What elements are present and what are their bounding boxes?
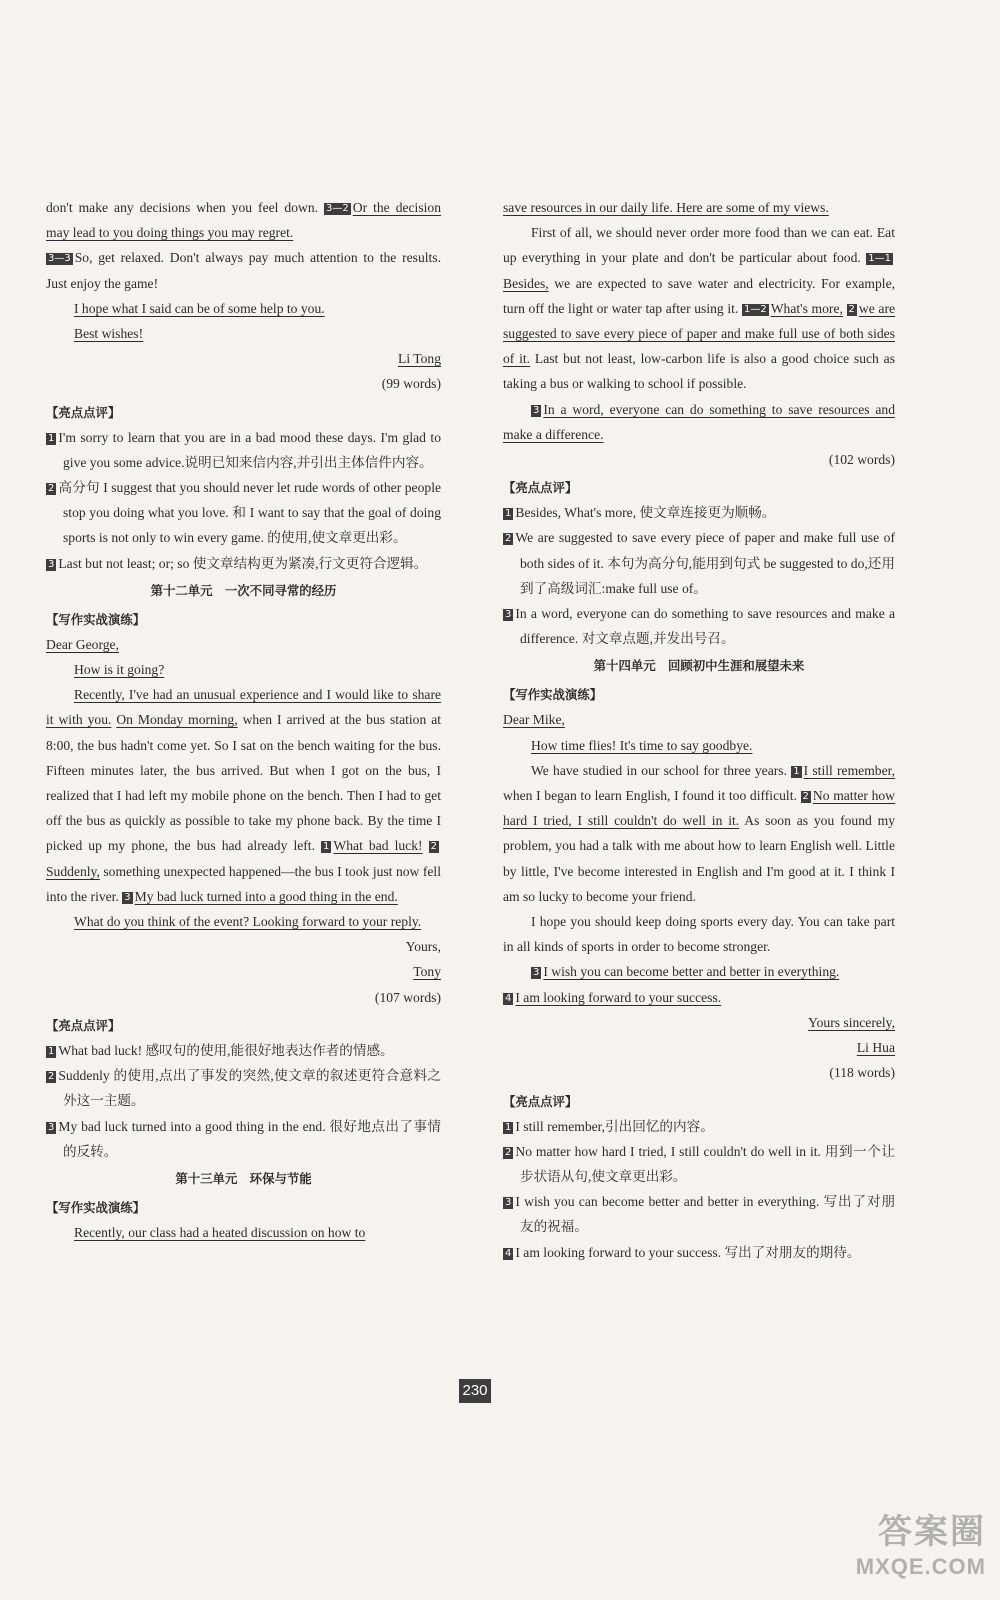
- letter-14-body: We have studied in our school for three years. 1 I still remember, when I began to learn English, I found it too difficult. 2 No matter how hard I tried, I still couldn't do well in it. As soon as you found my problem, you had a talk with me about how to learn English well. Little by little, I've become interested in English and I'm good at it. I think I am so lucky to become your friend.: [503, 762, 895, 904]
- letter-14-forward: 4 I am looking forward to your success.: [505, 989, 722, 1005]
- word-count: (107 words): [374, 989, 441, 1005]
- review-item: 2 Suddenly 的使用,点出了事发的突然,使文章的叙述更符合意料之外这一主题。: [48, 1068, 441, 1109]
- review-item: 2 We are suggested to save every piece of paper and make full use of both sides of it. 本句为高分句,能用到句式 be suggested to do,还用到了高级词汇:make full use of。: [505, 530, 895, 596]
- section-heading-review: 【亮点点评】: [503, 480, 578, 496]
- letter-12-salutation: Dear George,: [46, 636, 119, 652]
- marker-badge: 3—3: [48, 253, 71, 265]
- letter-12-body: Recently, I've had an unusual experience and I would like to share it with you. On Monday morning, when I arrived at the bus station at 8:00, the bus hadn't come yet. So I sat on the bench waiting for the bus. Fifteen minutes later, the bus arrived. But when I got on the bus, I realized that I had left my mobile phone on the bench. Then I had to get off the bus as quickly as possible to take my phone back. By the time I picked up my phone, the bus had already left. 1 What bad luck! 2Suddenly, something unexpected happened—the bus I took just now fell into the river. 3 My bad luck turned into a good thing in the end.: [46, 687, 442, 904]
- letter-11-continuation: [46, 195, 441, 245]
- right-column: [503, 195, 895, 1265]
- text-segment: don't make any decisions when you feel down.: [46, 200, 319, 215]
- underlined-phrase: Or the decision may lead to you doing things you may regret.: [46, 200, 441, 241]
- word-count: (102 words): [828, 452, 895, 468]
- letter-11-signer: Li Tong: [398, 351, 441, 367]
- letter-13-conclusion: 3 In a word, everyone can do something to save resources and make a difference.: [503, 401, 895, 442]
- letter-11-wishes: Best wishes!: [74, 326, 144, 342]
- section-heading-practice: 【写作实战演练】: [503, 687, 603, 703]
- letter-12-yours: Yours,: [405, 939, 441, 955]
- letter-13-continuation: save resources in our daily life. Here are some of my views.: [503, 200, 829, 215]
- letter-14-salutation: Dear Mike,: [503, 712, 565, 728]
- text-segment: So, get relaxed. Don't always pay much attention to the results. Just enjoy the game!: [46, 250, 441, 291]
- letter-12-signer: Tony: [413, 964, 441, 980]
- review-item: 3 I wish you can become better and better in everything. 写出了对朋友的祝福。: [505, 1194, 895, 1235]
- marker-badge: 3—2: [326, 203, 349, 214]
- left-column: [46, 195, 441, 1245]
- letter-12-opening: How is it going?: [74, 662, 165, 678]
- page-number: 230: [459, 1379, 491, 1403]
- letter-12-closing: What do you think of the event? Looking forward to your reply.: [74, 914, 422, 930]
- letter-13-opening: Recently, our class had a heated discussion on how to: [74, 1224, 366, 1240]
- letter-14-wish: 3 I wish you can become better and better in everything.: [533, 964, 840, 980]
- unit-14-title: 第十四单元 回顾初中生涯和展望未来: [593, 658, 805, 674]
- review-item: 1 What bad luck! 感叹句的使用,能很好地表达作者的情感。: [48, 1042, 394, 1058]
- letter-14-hope: I hope you should keep doing sports every day. You can take part in all kinds of sports in order to become stronger.: [503, 914, 895, 955]
- letter-14-opening: How time flies! It's time to say goodbye.: [531, 737, 753, 753]
- unit-13-title: 第十三单元 环保与节能: [175, 1170, 312, 1186]
- letter-14-signer: Li Hua: [856, 1040, 895, 1056]
- section-heading-review: 【亮点点评】: [46, 1017, 121, 1033]
- letter-14-yours: Yours sincerely,: [808, 1014, 895, 1030]
- unit-12-title: 第十二单元 一次不同寻常的经历: [150, 582, 337, 598]
- review-item: 2 高分句 I suggest that you should never let rude words of other people stop you doing what you love. 和 I want to say that the goal of doing sports is not only to win every game. 的使用,使文章更出彩。: [48, 480, 441, 546]
- section-heading-review: 【亮点点评】: [46, 404, 121, 420]
- review-item: 3 Last but not least; or; so 使文章结构更为紧凑,行文更符合逻辑。: [48, 555, 428, 571]
- review-item: 3 My bad luck turned into a good thing in the end. 很好地点出了事情的反转。: [48, 1118, 441, 1159]
- review-item: 2 No matter how hard I tried, I still couldn't do well in it. 用到一个让步状语从句,使文章更出彩。: [505, 1143, 895, 1184]
- section-heading-practice: 【写作实战演练】: [46, 611, 146, 627]
- watermark-cn: 答案圈: [878, 1512, 986, 1552]
- letter-13-body: First of all, we should never order more food than we can eat. Eat up everything in your plate and don't be particular about food. 1—1Besides, we are expected to save water and electricity. For example, turn off the light or water tap after using it. 1—2 What's more, 2 we are suggested to save every piece of paper and make full use of both sides of it. Last but not least, low-carbon life is also a good choice such as taking a bus or walking to school if possible.: [503, 225, 896, 392]
- review-item: 3 In a word, everyone can do something to save resources and make a difference. 对文章点题,并发出号召。: [505, 606, 895, 647]
- review-item: 4 I am looking forward to your success. 写出了对朋友的期待。: [505, 1244, 861, 1260]
- review-item: 1 I'm sorry to learn that you are in a bad mood these days. I'm glad to give you some advice.说明已知来信内容,并引出主体信件内容。: [48, 429, 441, 470]
- review-item: 1 I still remember,引出回忆的内容。: [505, 1118, 714, 1134]
- review-item: 1 Besides, What's more, 使文章连接更为顺畅。: [505, 505, 776, 521]
- watermark-en: MXQE.COM: [855, 1554, 986, 1579]
- letter-11-line: [46, 245, 441, 295]
- section-heading-practice: 【写作实战演练】: [46, 1199, 146, 1215]
- watermark-logo: [818, 1510, 986, 1586]
- word-count: (118 words): [829, 1065, 895, 1081]
- word-count: (99 words): [381, 376, 441, 392]
- section-heading-review: 【亮点点评】: [503, 1093, 578, 1109]
- letter-11-closing: I hope what I said can be of some help to you.: [74, 300, 325, 316]
